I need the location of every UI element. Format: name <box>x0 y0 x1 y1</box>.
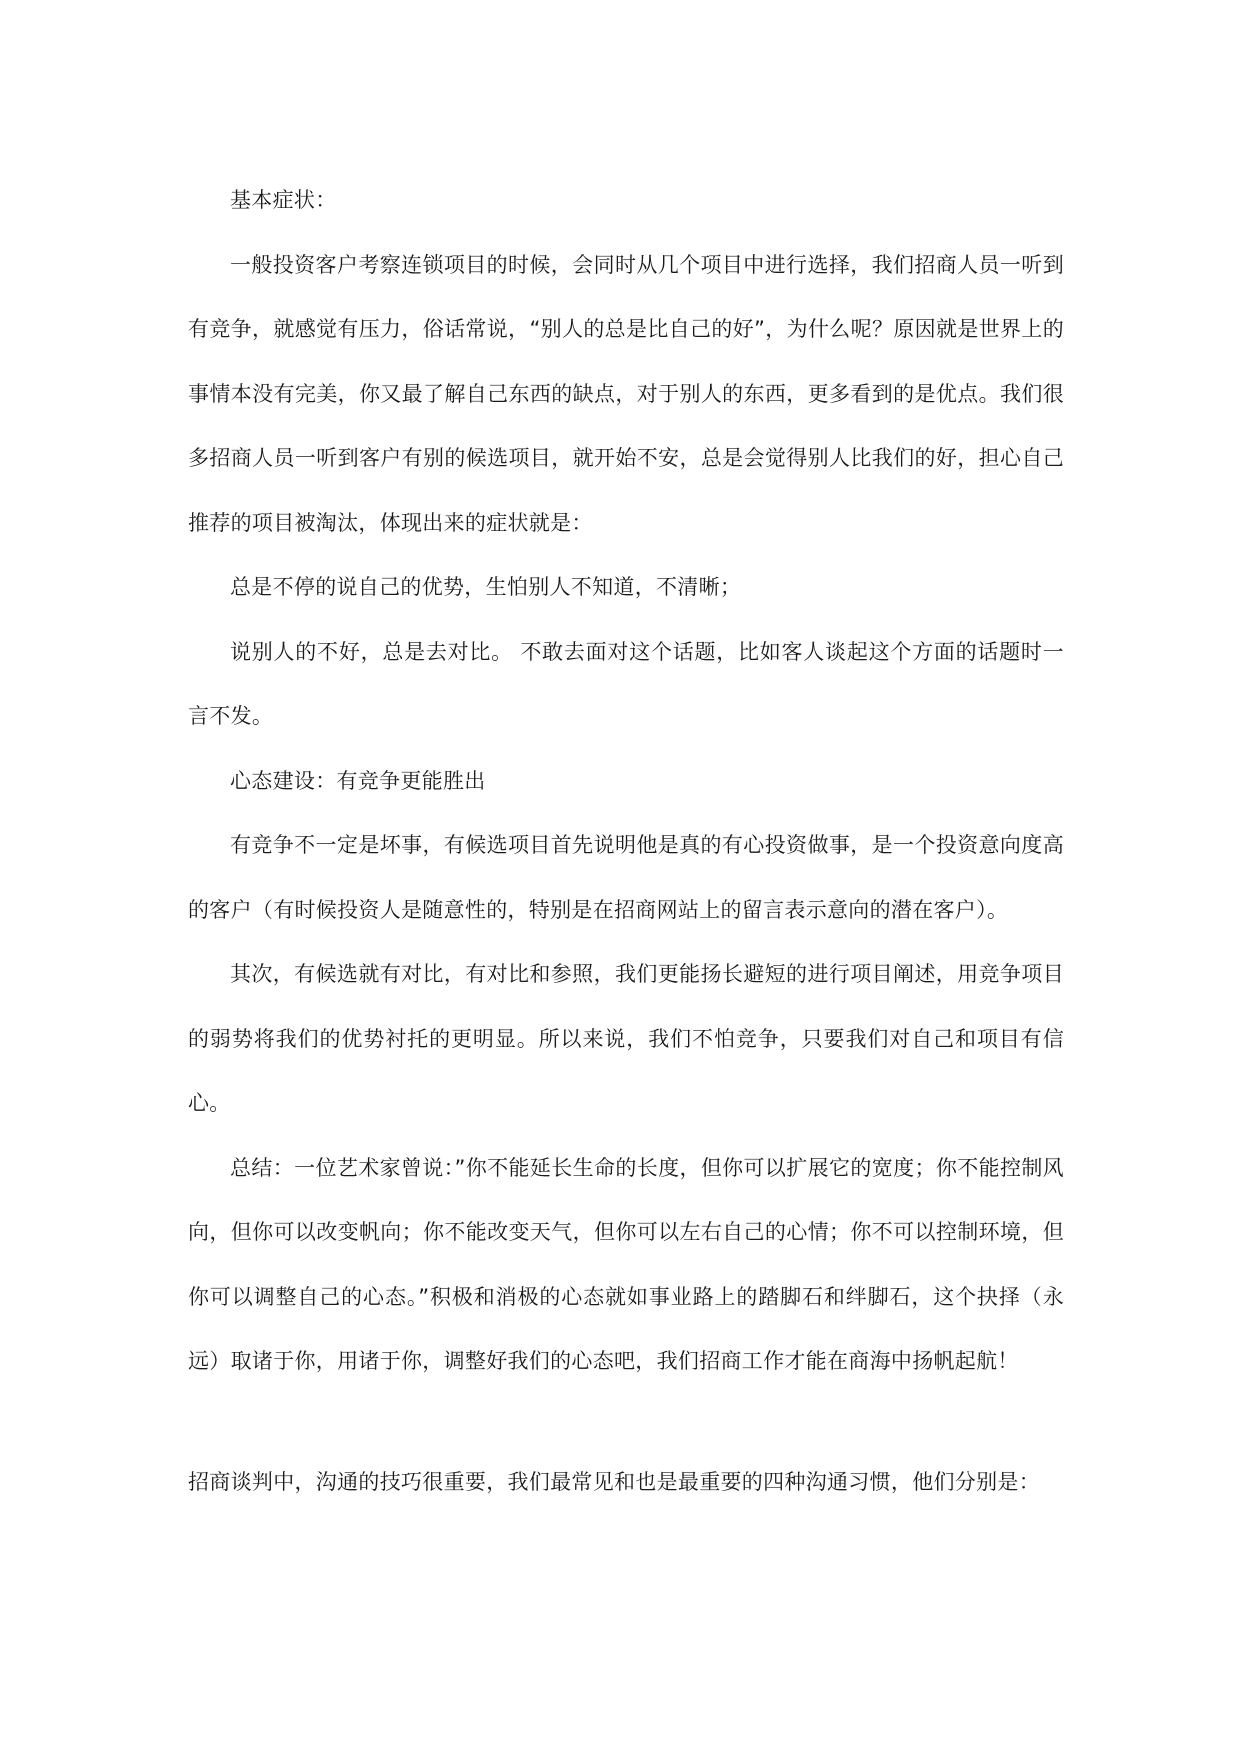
paragraph-symptom-one: 总是不停的说自己的优势，生怕别人不知道，不清晰； <box>230 575 742 599</box>
paragraph-comparison: 其次，有候选就有对比，有对比和参照，我们更能扬长避短的进行项目阐述，用竞争项目的弱势将我们的优势衬托的更明显。所以来说，我们不怕竞争，只要我们对自己和项目有信心。 <box>188 962 1064 1115</box>
paragraph-symptom-two: 说别人的不好，总是去对比。 不敢去面对这个话题，比如客人谈起这个方面的话题时一言不发。 <box>188 639 1064 728</box>
document-body <box>188 168 1064 1514</box>
paragraph-summary: 总结：一位艺术家曾说：”你不能延长生命的长度，但你可以扩展它的宽度；你不能控制风向，但你可以改变帆向；你不能改变天气，但你可以左右自己的心情；你不可以控制环境，但你可以调整自己的心态。”积极和消极的心态就如事业路上的踏脚石和绊脚石，这个抉择（永远）取诸于你，用诸于你，调整好我们的心态吧，我们招商工作才能在商海中扬帆起航！ <box>188 1155 1064 1373</box>
paragraph-symptoms-description: 一般投资客户考察连锁项目的时候，会同时从几个项目中进行选择，我们招商人员一听到有竞争，就感觉有压力，俗话常说，“别人的总是比自己的好”，为什么呢？原因就是世界上的事情本没有完美，你又最了解自己东西的缺点，对于别人的东西，更多看到的是优点。我们很多招商人员一听到客户有别的候选项目，就开始不安，总是会觉得别人比我们的好，担心自己推荐的项目被淘汰，体现出来的症状就是： <box>188 252 1064 535</box>
paragraph-mindset-heading: 心态建设：有竞争更能胜出 <box>230 768 486 793</box>
paragraph-competition-good: 有竞争不一定是坏事，有候选项目首先说明他是真的有心投资做事，是一个投资意向度高的客户（有时候投资人是随意性的，特别是在招商网站上的留言表示意向的潜在客户）。 <box>188 833 1064 922</box>
paragraph-communication-intro: 招商谈判中，沟通的技巧很重要，我们最常见和也是最重要的四种沟通习惯，他们分别是： <box>188 1469 1040 1494</box>
paragraph-basic-symptoms-heading: 基本症状： <box>230 188 337 212</box>
